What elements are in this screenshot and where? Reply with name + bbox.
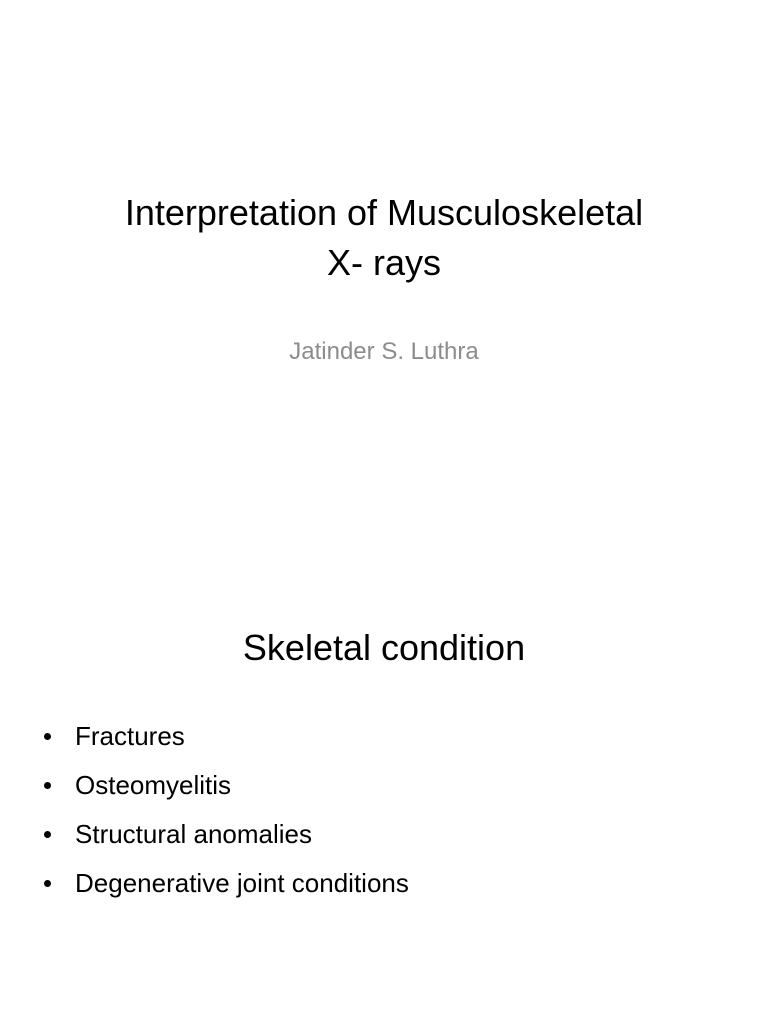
bullet-list bbox=[40, 712, 409, 908]
bullet-text: Structural anomalies bbox=[75, 819, 312, 849]
bullet-item bbox=[40, 761, 409, 810]
presentation-title bbox=[0, 188, 768, 288]
author-subtitle: Jatinder S. Luthra bbox=[289, 338, 479, 365]
bullet-text: Degenerative joint conditions bbox=[75, 868, 409, 898]
bullet-icon bbox=[44, 831, 51, 838]
bullet-item bbox=[40, 712, 409, 761]
bullet-icon bbox=[44, 733, 51, 740]
bullet-item bbox=[40, 810, 409, 859]
title-line-2: X- rays bbox=[326, 242, 441, 283]
slide-heading: Skeletal condition bbox=[242, 627, 526, 668]
bullet-icon bbox=[44, 880, 51, 887]
bullet-text: Fractures bbox=[75, 721, 185, 751]
bullet-icon bbox=[44, 782, 51, 789]
bullet-item bbox=[40, 859, 409, 908]
slide-skeletal-condition bbox=[0, 512, 768, 1024]
title-line-1: Interpretation of Musculoskeletal bbox=[124, 192, 644, 233]
bullet-text: Osteomyelitis bbox=[75, 770, 232, 800]
